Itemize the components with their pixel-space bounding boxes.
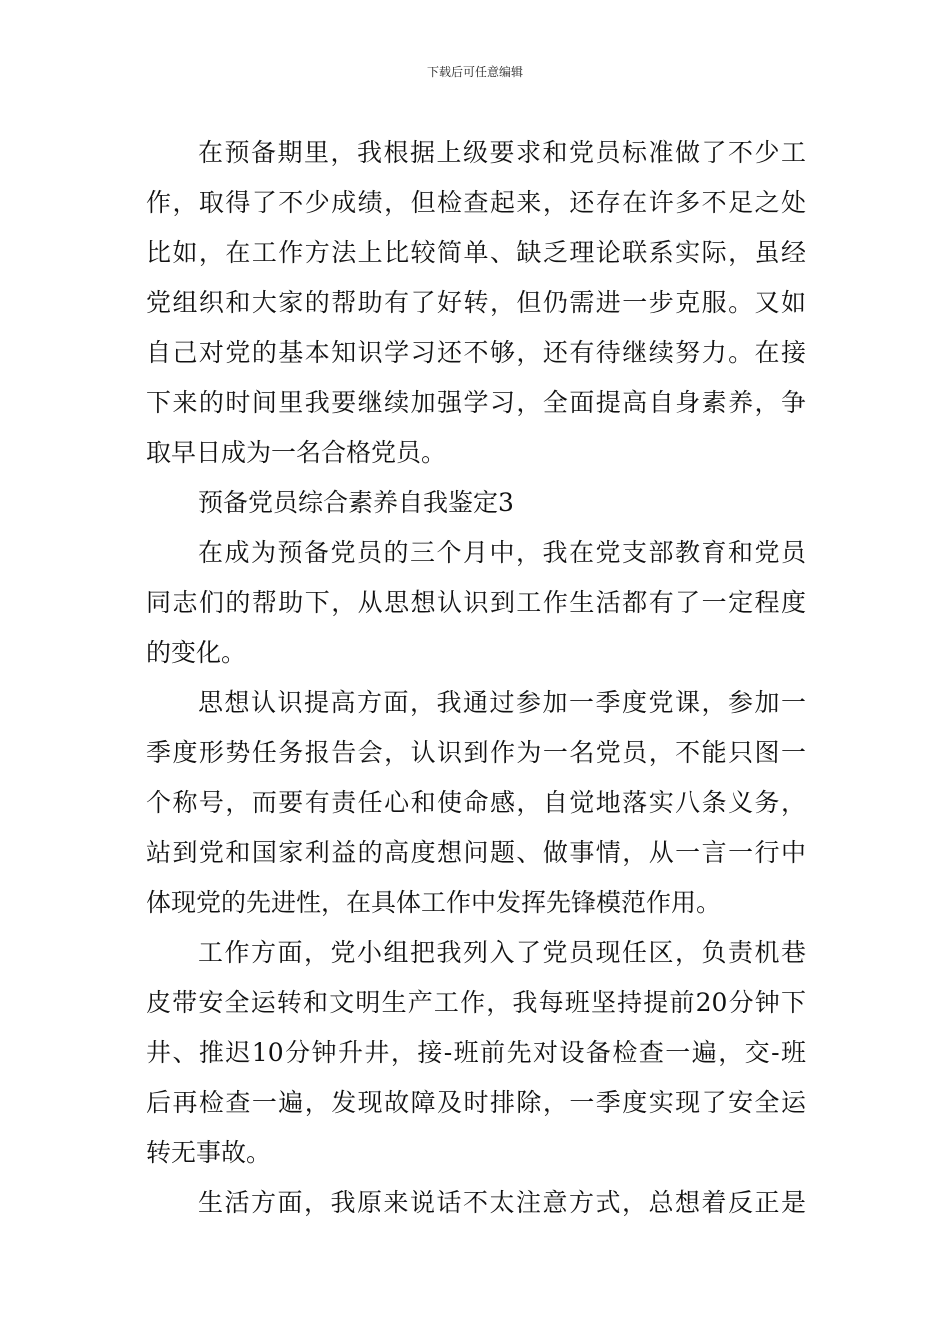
- text-line: 井、推迟10分钟升井，接-班前先对设备检查一遍，交-班: [146, 1038, 806, 1067]
- text-line: 下来的时间里我要继续加强学习，全面提高自身素养，争: [146, 388, 806, 417]
- text-line: 在预备期里，我根据上级要求和党员标准做了不少工: [198, 138, 806, 167]
- text-line: 的变化。: [146, 638, 247, 667]
- text-line: 生活方面，我原来说话不太注意方式，总想着反正是: [198, 1188, 806, 1217]
- text-line: 同志们的帮助下，从思想认识到工作生活都有了一定程度: [146, 588, 806, 617]
- text-line: 季度形势任务报告会，认识到作为一名党员，不能只图一: [146, 738, 806, 767]
- text-line: 后再检查一遍，发现故障及时排除，一季度实现了安全运: [146, 1088, 806, 1117]
- page-header-note: 下载后可任意编辑: [426, 65, 523, 79]
- text-line: 工作方面，党小组把我列入了党员现任区，负责机巷: [198, 938, 806, 967]
- text-line: 比如，在工作方法上比较简单、缺乏理论联系实际，虽经: [146, 238, 806, 267]
- text-line: 个称号，而要有责任心和使命感，自觉地落实八条义务，: [146, 788, 806, 817]
- text-line: 在成为预备党员的三个月中，我在党支部教育和党员: [198, 538, 806, 567]
- text-line: 站到党和国家利益的高度想问题、做事情，从一言一行中: [146, 838, 806, 867]
- text-line: 取早日成为一名合格党员。: [146, 438, 447, 467]
- text-line: 体现党的先进性，在具体工作中发挥先锋模范作用。: [146, 888, 722, 917]
- text-line: 皮带安全运转和文明生产工作，我每班坚持提前20分钟下: [146, 988, 806, 1017]
- text-line: 作，取得了不少成绩，但检查起来，还存在许多不足之处: [146, 188, 806, 217]
- text-line: 自己对党的基本知识学习还不够，还有待继续努力。在接: [146, 338, 806, 367]
- section-heading: 预备党员综合素养自我鉴定3: [198, 488, 514, 517]
- document-body: [146, 128, 806, 1228]
- text-line: 思想认识提高方面，我通过参加一季度党课，参加一: [198, 688, 806, 717]
- text-line: 党组织和大家的帮助有了好转，但仍需进一步克服。又如: [146, 288, 806, 317]
- text-line: 转无事故。: [146, 1138, 272, 1167]
